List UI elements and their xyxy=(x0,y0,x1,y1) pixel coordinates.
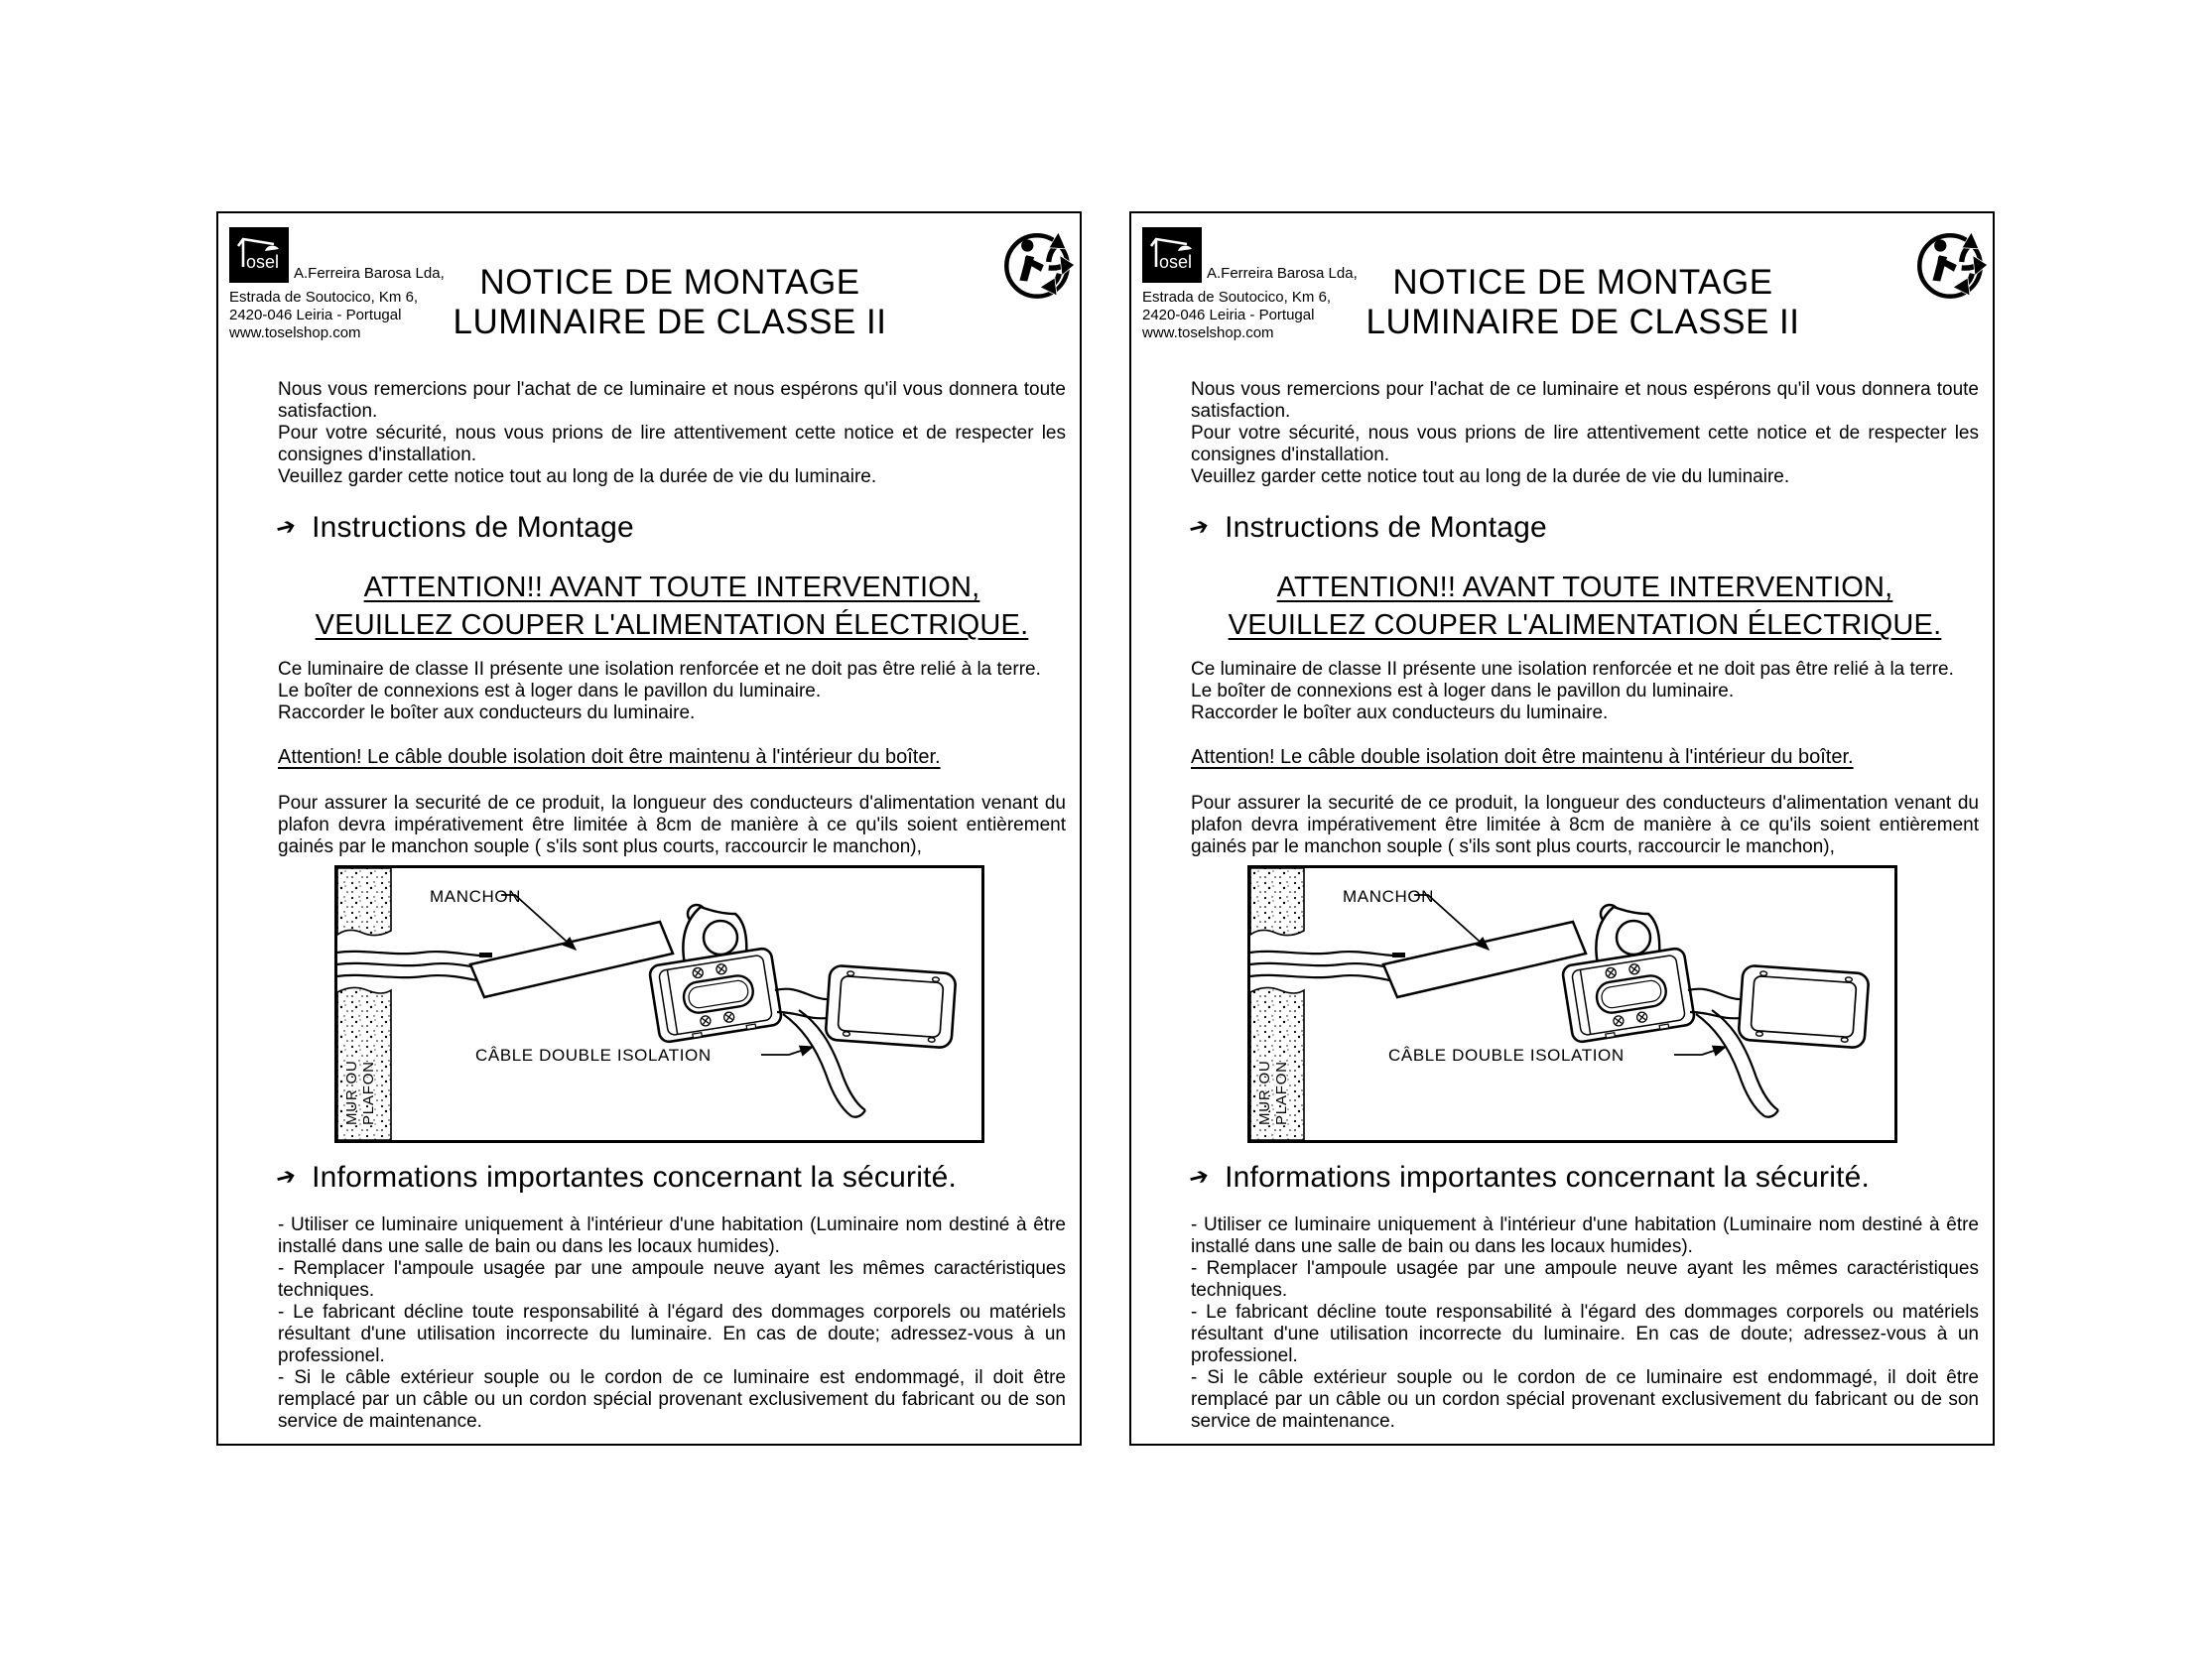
triman-recycling-icon xyxy=(1911,225,1989,303)
sleeve-paragraph: Pour assurer la securité de ce produit, la longueur des conducteurs d'alimentation venant du plafon devra impérativement être limitée à 8cm de manière à ce qu'ils soient entièrement gainés par le manchon souple ( s'ils sont plus courts, raccourcir le manchon), xyxy=(278,793,1066,857)
safety-items xyxy=(1191,1214,1979,1433)
section-securite-heading-text: Informations importantes concernant la sécurité. xyxy=(1225,1161,1871,1194)
diagram-label-manchon: MANCHON xyxy=(1343,887,1435,906)
section-montage-heading xyxy=(1186,511,1547,545)
company-address-line2: 2420-046 Leiria - Portugal xyxy=(229,307,402,323)
intro-paragraph-2: Pour votre sécurité, nous vous prions de lire attentivement cette notice et de respecter les consignes d'installation. xyxy=(278,423,1066,465)
intro-paragraph-3: Veuillez garder cette notice tout au long de la durée de vie du luminaire. xyxy=(1191,466,1790,487)
intro-paragraph-1: Nous vous remercions pour l'achat de ce luminaire et nous espérons qu'il vous donnera toute satisfaction. xyxy=(1191,379,1979,422)
cable-attention-note: Attention! Le câble double isolation doit être maintenu à l'intérieur du boîter. xyxy=(278,746,941,768)
classII-line1: Ce luminaire de classe II présente une isolation renforcée et ne doit pas être relié à la terre. xyxy=(278,659,1041,680)
classII-line2: Le boîter de connexions est à loger dans le pavillon du luminaire. xyxy=(278,681,822,701)
safety-item: - Utiliser ce luminaire uniquement à l'intérieur d'une habitation (Luminaire nom destiné à être installé dans une salle de bain ou dans les locaux humides). xyxy=(278,1214,1066,1257)
triman-arrows xyxy=(1041,233,1074,295)
company-website: www.toselshop.com xyxy=(229,324,361,341)
classII-line3: Raccorder le boîter aux conducteurs du luminaire. xyxy=(278,702,696,723)
intro-paragraph-3: Veuillez garder cette notice tout au long de la durée de vie du luminaire. xyxy=(278,466,877,487)
classII-line3: Raccorder le boîter aux conducteurs du luminaire. xyxy=(1191,702,1609,723)
safety-item: - Utiliser ce luminaire uniquement à l'intérieur d'une habitation (Luminaire nom destiné à être installé dans une salle de bain ou dans les locaux humides). xyxy=(1191,1214,1979,1257)
section-securite-heading xyxy=(273,1161,958,1195)
safety-item: - Remplacer l'ampoule usagée par une ampoule neuve ayant les mêmes caractéristiques techniques. xyxy=(278,1258,1066,1301)
cover-box-drawing xyxy=(1739,965,1870,1049)
power-warning-line1: ATTENTION!! AVANT TOUTE INTERVENTION, xyxy=(1276,572,1893,603)
arrow-bullet-icon: ➔ xyxy=(1186,511,1213,544)
sleeve-paragraph: Pour assurer la securité de ce produit, la longueur des conducteurs d'alimentation venant du plafon devra impérativement être limitée à 8cm de manière à ce qu'ils soient entièrement gainés par le manchon souple ( s'ils sont plus courts, raccourcir le manchon), xyxy=(1191,793,1979,857)
classII-line1: Ce luminaire de classe II présente une isolation renforcée et ne doit pas être relié à la terre. xyxy=(1191,659,1954,680)
cover-box-drawing xyxy=(826,965,957,1049)
section-montage-heading xyxy=(273,511,634,545)
safety-item: - Si le câble extérieur souple ou le cordon de ce luminaire est endommagé, il doit être remplacé par un câble ou un cordon spécial provenant exclusivement du fabricant ou de son service de maintenance. xyxy=(278,1367,1066,1432)
arrow-bullet-icon: ➔ xyxy=(1186,1161,1213,1194)
page-title xyxy=(387,263,953,342)
diagram-label-cable: CÂBLE DOUBLE ISOLATION xyxy=(475,1046,712,1065)
section-montage-heading-text: Instructions de Montage xyxy=(312,511,634,544)
diagram-label-wall: MUR OU PLAFON xyxy=(1256,1060,1290,1125)
triman-person-head xyxy=(1934,239,1946,251)
classII-line2: Le boîter de connexions est à loger dans le pavillon du luminaire. xyxy=(1191,681,1735,701)
arrow-bullet-icon: ➔ xyxy=(273,511,300,544)
cable-attention-note: Attention! Le câble double isolation doit être maintenu à l'intérieur du boîter. xyxy=(1191,746,1854,768)
safety-item: - Si le câble extérieur souple ou le cordon de ce luminaire est endommagé, il doit être remplacé par un câble ou un cordon spécial provenant exclusivement du fabricant ou de son service de maintenance. xyxy=(1191,1367,1979,1432)
section-securite-heading xyxy=(1186,1161,1871,1195)
company-name: A.Ferreira Barosa Lda, xyxy=(1207,265,1358,282)
notice-page xyxy=(216,211,1082,1446)
power-warning-line1: ATTENTION!! AVANT TOUTE INTERVENTION, xyxy=(363,572,980,603)
triman-recycling-icon xyxy=(998,225,1076,303)
page-title-line2: LUMINAIRE DE CLASSE II xyxy=(453,303,887,341)
page-title-line2: LUMINAIRE DE CLASSE II xyxy=(1366,303,1800,341)
page-title xyxy=(1300,263,1866,342)
arrow-bullet-icon: ➔ xyxy=(273,1161,300,1194)
section-securite-heading-text: Informations importantes concernant la sécurité. xyxy=(312,1161,958,1194)
power-warning xyxy=(1191,569,1979,644)
company-website: www.toselshop.com xyxy=(1142,324,1274,341)
intro-paragraph-2: Pour votre sécurité, nous vous prions de lire attentivement cette notice et de respecter les consignes d'installation. xyxy=(1191,423,1979,465)
diagram-label-cable: CÂBLE DOUBLE ISOLATION xyxy=(1388,1046,1625,1065)
safety-item: - Le fabricant décline toute responsabilité à l'égard des dommages corporels ou matériels résultant d'une utilisation incorrecte du luminaire. En cas de doute; adressez-vous à un professionel. xyxy=(278,1302,1066,1366)
power-warning xyxy=(278,569,1066,644)
section-montage-heading-text: Instructions de Montage xyxy=(1225,511,1547,544)
intro-paragraphs xyxy=(278,379,1066,488)
company-name: A.Ferreira Barosa Lda, xyxy=(294,265,445,282)
triman-arrows xyxy=(1954,233,1987,295)
company-address-line1: Estrada de Soutocico, Km 6, xyxy=(229,289,419,306)
installation-diagram xyxy=(1247,865,1897,1143)
company-address-line1: Estrada de Soutocico, Km 6, xyxy=(1142,289,1332,306)
power-warning-line2: VEUILLEZ COUPER L'ALIMENTATION ÉLECTRIQUE. xyxy=(1228,609,1942,641)
diagram-label-manchon: MANCHON xyxy=(430,887,522,906)
tosel-logo xyxy=(1142,227,1202,283)
safety-item: - Le fabricant décline toute responsabilité à l'égard des dommages corporels ou matériels résultant d'une utilisation incorrecte du luminaire. En cas de doute; adressez-vous à un professionel. xyxy=(1191,1302,1979,1366)
logo-brand-text: osel xyxy=(246,252,280,272)
intro-paragraphs xyxy=(1191,379,1979,488)
page-title-line1: NOTICE DE MONTAGE xyxy=(479,263,860,302)
classII-paragraphs xyxy=(278,659,1066,724)
triman-person-head xyxy=(1021,239,1033,251)
safety-item: - Remplacer l'ampoule usagée par une ampoule neuve ayant les mêmes caractéristiques techniques. xyxy=(1191,1258,1979,1301)
intro-paragraph-1: Nous vous remercions pour l'achat de ce luminaire et nous espérons qu'il vous donnera toute satisfaction. xyxy=(278,379,1066,422)
company-address-line2: 2420-046 Leiria - Portugal xyxy=(1142,307,1315,323)
logo-brand-text: osel xyxy=(1159,252,1193,272)
power-warning-line2: VEUILLEZ COUPER L'ALIMENTATION ÉLECTRIQUE. xyxy=(315,609,1029,641)
page-title-line1: NOTICE DE MONTAGE xyxy=(1392,263,1773,302)
classII-paragraphs xyxy=(1191,659,1979,724)
tosel-logo xyxy=(229,227,289,283)
installation-diagram xyxy=(334,865,984,1143)
diagram-label-wall: MUR OU PLAFON xyxy=(343,1060,377,1125)
notice-page-2 xyxy=(1129,211,1995,1446)
safety-items xyxy=(278,1214,1066,1433)
